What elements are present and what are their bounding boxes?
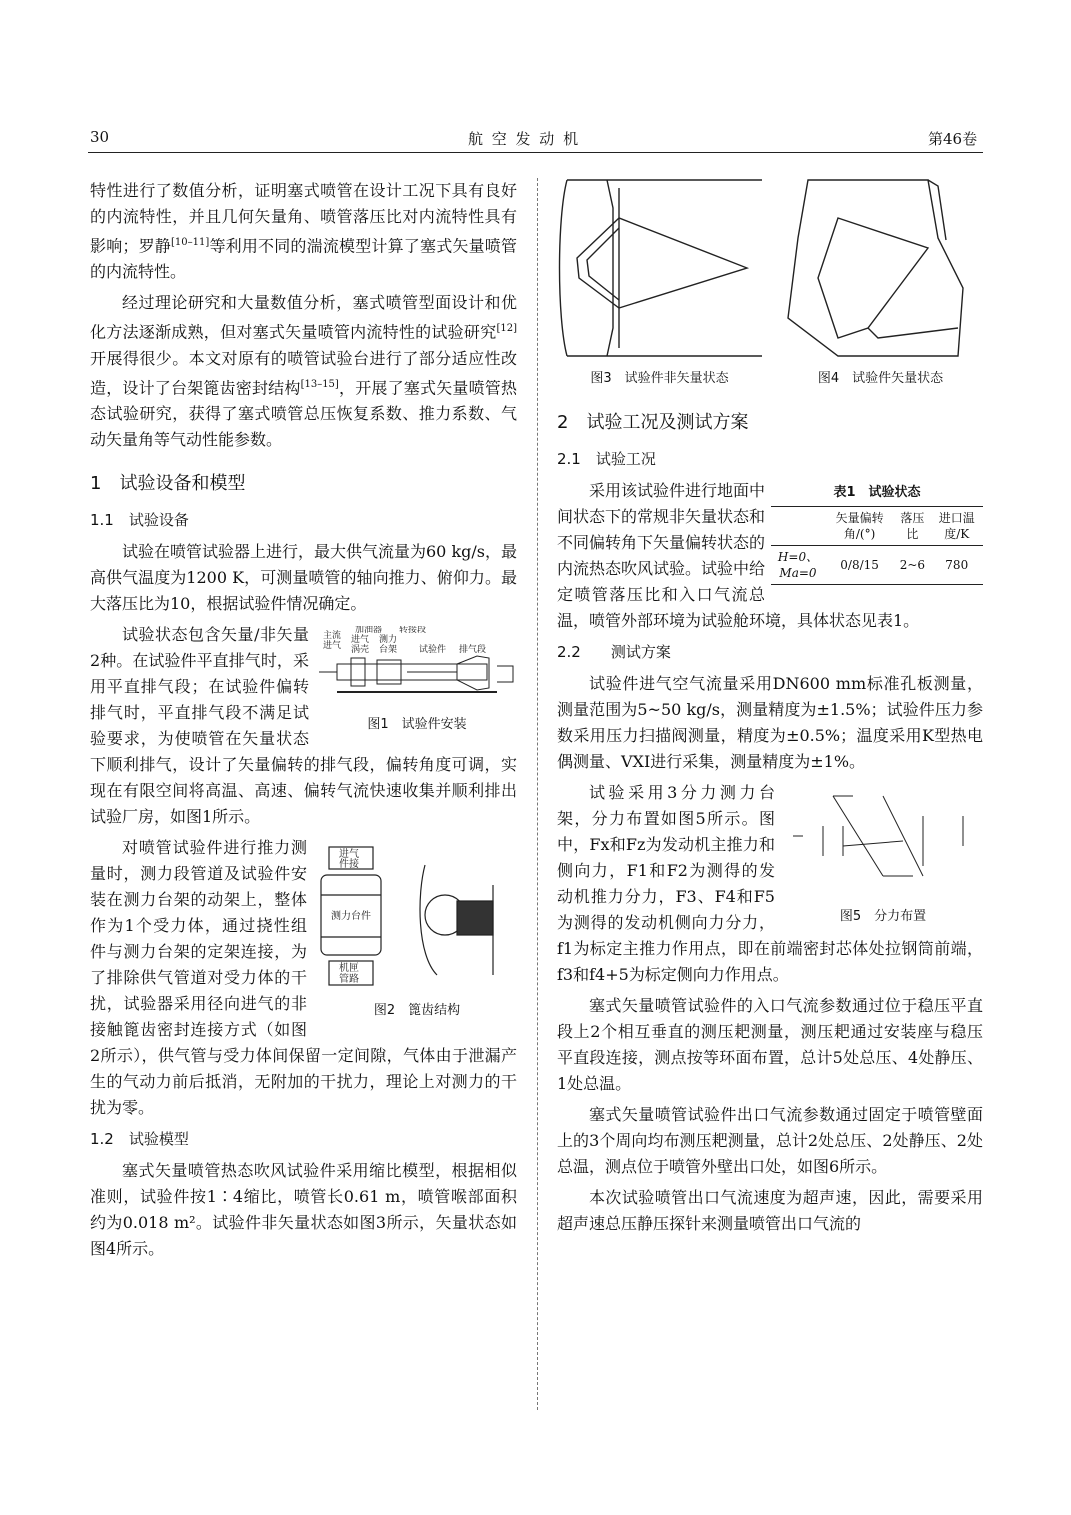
fig1-label: 转接段 xyxy=(399,625,427,635)
labyrinth-seal-diagram xyxy=(317,845,517,990)
figure-5-caption: 图5 分力布置 xyxy=(839,909,927,924)
figure-3 xyxy=(557,178,762,392)
figure-2 xyxy=(317,845,517,1024)
paragraph: 塞式矢量喷管试验件出口气流参数通过固定于喷管壁面上的3个周向均布测压耙测量，总计2处总压、2处静压、2处总温，测点位于喷管外壁出口处，如图6所示。 xyxy=(557,1105,983,1176)
table-1-title: 表1 试验状态 xyxy=(833,485,921,500)
section-heading-2: 2 试验工况及测试方案 xyxy=(557,412,749,433)
fig1-label: 测力 xyxy=(379,634,398,645)
non-vector-nozzle-drawing xyxy=(557,178,762,358)
journal-title: 航 空 发 动 机 xyxy=(468,130,581,148)
figure-3-caption: 图3 试验件非矢量状态 xyxy=(590,371,729,386)
paragraph: 特性进行了数值分析，证明塞式喷管在设计工况下具有良好的内流特性，并且几何矢量角、喷管落压比对内流特性具有影响；罗静[10–11]等利用不同的湍流模型计算了塞式矢量喷管的内流特性。 xyxy=(90,181,517,282)
subsection-heading-1-1: 1.1 试验设备 xyxy=(90,510,189,529)
paragraph: 本次试验喷管出口气流速度为超声速，因此，需要采用超声速总压静压探针来测量喷管出口气流的 xyxy=(557,1188,983,1233)
vector-nozzle-drawing xyxy=(778,178,983,358)
figure-1-caption: 图1 试验件安装 xyxy=(367,716,467,732)
fig1-label: 加油器 xyxy=(355,625,383,635)
paragraph: 试验采用3分力测力台架，分力布置如图5所示。图中，Fx和Fz为发动机主推力和侧向力，F1和F2为测得的发动机推力分力，F3、F4和F5为测得的发动机侧向力分力，f1为标定主推力作用点，即在前端密封芯体处拉钢筒前端，f3和f4+5为标定侧向力作用点。 xyxy=(557,783,983,984)
paragraph: 试验件进气空气流量采用DN600 mm标准孔板测量，测量范围为5~50 kg/s，测量精度为±1.5%；试验件压力参数采用压力扫描阀测量，精度为±0.5%；温度采用K型热电偶测量、VXI进行采集，测量精度为±1%。 xyxy=(557,674,983,771)
fig2-label: 测力台件 xyxy=(331,910,371,922)
fig1-label: 试验件 xyxy=(419,644,447,655)
page-number: 30 xyxy=(90,128,110,146)
paragraph: 塞式矢量喷管热态吹风试验件采用缩比模型，根据相似准则，试验件按1∶4缩比，喷管长0.61 m，喷管喉部面积约为0.018 m²。试验件非矢量状态如图3所示，矢量状态如图4所示。 xyxy=(90,1160,517,1258)
fig2-label: 进气 xyxy=(339,848,359,860)
fig1-label: 涡壳 xyxy=(351,644,370,655)
header-rule xyxy=(88,152,983,153)
paragraph: 试验在喷管试验器上进行，最大供气流量为60 kg/s，最高供气温度为1200 K，可测量喷管的轴向推力、俯仰力。最大落压比为10，根据试验件情况确定。 xyxy=(90,541,517,613)
table-header: 落压比 xyxy=(900,511,925,541)
fig2-label: 机匣 xyxy=(339,962,359,974)
right-column xyxy=(557,178,983,1242)
volume-label: 第46卷 xyxy=(928,130,978,148)
table-header: 矢量偏转角/(°) xyxy=(835,511,884,541)
fig2-label: 件接 xyxy=(339,858,359,870)
paragraph: 对喷管试验件进行推力测量时，测力段管道及试验件安装在测力台架的动架上，整体作为1个受力体，通过挠性组件与测力台架的定架连接，为了排除供气管道对受力体的干扰，试验器采用径向进气的非接触篦齿密封连接方式（如图2所示），供气管与受力体间保留一定间隙，气体由于泄漏产生的气动力前后抵消，无附加的干扰力，理论上对测力的干扰为零。 xyxy=(90,837,517,1117)
table-1 xyxy=(771,480,983,585)
figure-4-caption: 图4 试验件矢量状态 xyxy=(817,371,944,386)
paragraph: 采用该试验件进行地面中间状态下的常规非矢量状态和不同偏转角下矢量偏转状态的内流热态吹风试验。试验中给定喷管落压比和入口气流总温，喷管外部环境为试验舱环境，具体状态见表1。 xyxy=(557,481,920,630)
subsection-heading-2-2: 2.2 测试方案 xyxy=(557,643,671,661)
fig1-label: 排气段 xyxy=(459,644,487,655)
table-row: H=0、Ma=0 0/8/15 2~6 780 xyxy=(771,546,983,585)
subsection-heading-1-2: 1.2 试验模型 xyxy=(90,1129,189,1148)
left-column xyxy=(90,178,517,1267)
fig1-label: 进气 xyxy=(351,634,370,645)
figure-4 xyxy=(778,178,983,392)
fig1-label: 主流 xyxy=(323,630,342,641)
figure-5 xyxy=(783,786,983,930)
subsection-heading-2-1: 2.1 试验工况 xyxy=(557,450,656,468)
paragraph: 塞式矢量喷管试验件的入口气流参数通过位于稳压平直段上2个相互垂直的测压耙测量，测压耙通过安装座与稳压平直段连接，测点按等环面布置，总计5处总压、4处静压、1处总温。 xyxy=(557,996,983,1093)
figures-3-4 xyxy=(557,178,983,392)
test-installation-diagram xyxy=(317,626,517,704)
fig1-label: 进气 xyxy=(323,640,342,651)
force-layout-diagram xyxy=(783,786,983,896)
column-divider xyxy=(537,178,538,1410)
table-header: 进口温度/K xyxy=(938,511,975,541)
test-state-table xyxy=(771,506,983,585)
section-heading-1: 1 试验设备和模型 xyxy=(90,472,246,494)
paragraph: 试验状态包含矢量/非矢量2种。在试验件平直排气时，采用平直排气段；在试验件偏转排气时，平直排气段不满足试验要求，为使喷管在矢量状态下顺利排气，设计了矢量偏转的排气段，偏转角度可调，实现在有限空间将高温、高速、偏转气流快速收集并顺利排出试验厂房，如图1所示。 xyxy=(90,624,517,826)
fig1-label: 台架 xyxy=(379,644,398,655)
fig2-label: 管路 xyxy=(339,973,359,985)
paragraph: 经过理论研究和大量数值分析，塞式喷管型面设计和优化方法逐渐成熟，但对塞式矢量喷管内流特性的试验研究[12]开展得很少。本文对原有的喷管试验台进行了部分适应性改造，设计了台架篦齿密封结构[13–15]，开展了塞式矢量喷管热态试验研究，获得了塞式喷管总压恢复系数、推力系数、气动矢量角等气动性能参数。 xyxy=(90,293,517,449)
figure-2-caption: 图2 篦齿结构 xyxy=(373,1002,461,1018)
figure-1 xyxy=(317,626,517,738)
